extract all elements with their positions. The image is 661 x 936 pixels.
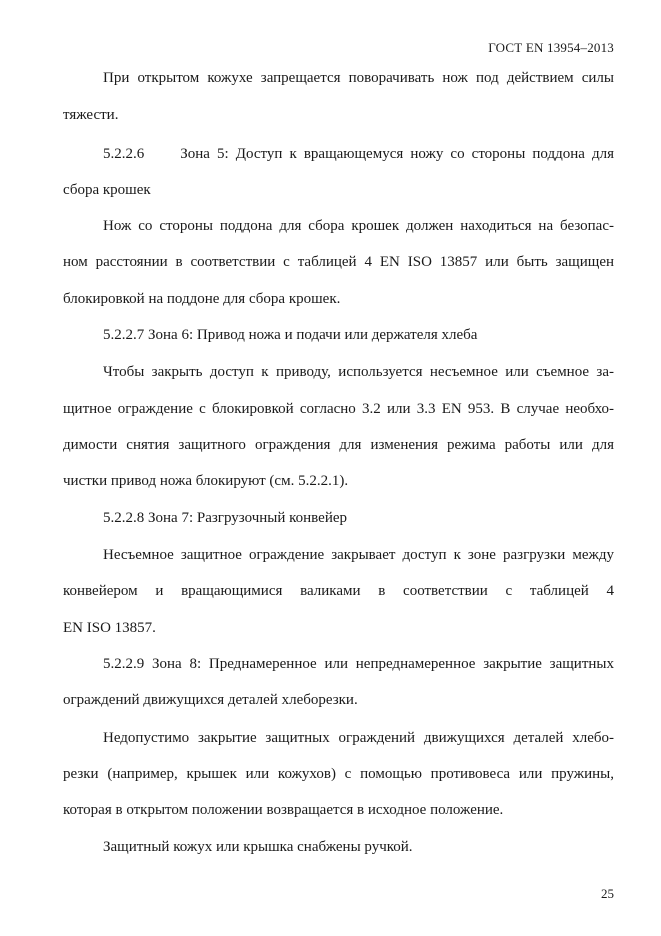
paragraph-line: ограждений движущихся деталей хлеборезки. bbox=[63, 692, 358, 708]
paragraph-line: Защитный кожух или крышка снабжены ручкой. bbox=[103, 839, 413, 855]
paragraph-line: димости снятия защитного ограждения для изменения режима работы или для bbox=[63, 437, 614, 453]
paragraph-line: Чтобы закрыть доступ к приводу, используется несъемное или съемное за- bbox=[103, 364, 614, 380]
paragraph-line: EN ISO 13857. bbox=[63, 620, 156, 636]
paragraph-line: ном расстоянии в соответствии с таблицей 4 EN ISO 13857 или быть защищен bbox=[63, 254, 614, 270]
section-heading-5-2-2-6 bbox=[63, 145, 614, 163]
paragraph-line: которая в открытом положении возвращается в исходное положение. bbox=[63, 802, 504, 818]
paragraph-line: конвейером и вращающимися валиками в соответствии с таблицей 4 bbox=[63, 583, 614, 599]
paragraph-line: Недопустимо закрытие защитных ограждений движущихся деталей хлебо- bbox=[103, 730, 614, 746]
section-heading-5-2-2-9: 5.2.2.9 Зона 8: Преднамеренное или непреднамеренное закрытие защитных bbox=[103, 656, 614, 672]
paragraph-line: резки (например, крышек или кожухов) с помощью противовеса или пружины, bbox=[63, 766, 614, 782]
paragraph-line: тяжести. bbox=[63, 107, 119, 123]
section-number: 5.2.2.6 bbox=[103, 146, 145, 162]
paragraph-line: При открытом кожухе запрещается поворачивать нож под действием силы bbox=[103, 70, 614, 86]
paragraph-line: Нож со стороны поддона для сбора крошек должен находиться на безопас- bbox=[103, 218, 614, 234]
paragraph-line: сбора крошек bbox=[63, 182, 151, 198]
paragraph-line: Несъемное защитное ограждение закрывает доступ к зоне разгрузки между bbox=[103, 547, 614, 563]
paragraph-line: чистки привод ножа блокируют (см. 5.2.2.1). bbox=[63, 473, 349, 489]
paragraph-line: блокировкой на поддоне для сбора крошек. bbox=[63, 291, 341, 307]
document-header: ГОСТ EN 13954–2013 bbox=[488, 40, 614, 55]
section-title: Зона 5: Доступ к вращающемуся ножу со стороны поддона для bbox=[180, 146, 614, 162]
section-heading-5-2-2-7: 5.2.2.7 Зона 6: Привод ножа и подачи или держателя хлеба bbox=[103, 327, 478, 343]
page-number: 25 bbox=[601, 886, 614, 901]
paragraph-line: щитное ограждение с блокировкой согласно 3.2 или 3.3 EN 953. В случае необхо- bbox=[63, 401, 614, 417]
section-heading-5-2-2-8: 5.2.2.8 Зона 7: Разгрузочный конвейер bbox=[103, 510, 348, 526]
